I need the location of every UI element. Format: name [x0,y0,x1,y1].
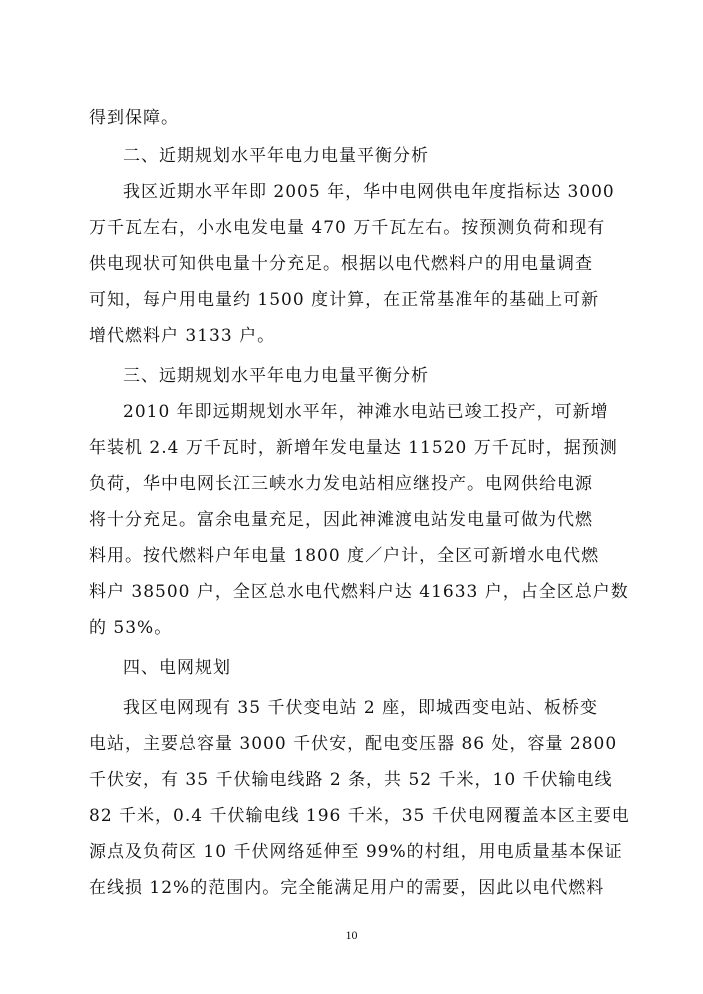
text-line: 在线损 12%的范围内。完全能满足用户的需要，因此以电代燃料 [89,878,605,898]
text-line: 万千瓦左右，小水电发电量 470 万千瓦左右。按预测负荷和现有 [89,218,606,238]
text-line: 电站，主要总容量 3000 千伏安，配电变压器 86 处，容量 2800 [89,734,618,754]
text-line: 年装机 2.4 万千瓦时，新增年发电量达 11520 万千瓦时，据预测 [89,438,618,458]
text-line: 增代燃料户 3133 户。 [89,326,276,346]
text-line: 供电现状可知供电量十分充足。根据以电代燃料户的用电量调查 [89,254,593,274]
section-heading-2: 二、近期规划水平年电力电量平衡分析 [123,146,429,166]
text-line: 料用。按代燃料户年电量 1800 度／户计，全区可新增水电代燃 [89,546,600,566]
text-line: 源点及负荷区 10 千伏网络延伸至 99%的村组，用电质量基本保证 [89,842,623,862]
section-heading-3: 三、远期规划水平年电力电量平衡分析 [123,366,429,386]
text-line: 负荷，华中电网长江三峡水力发电站相应继投产。电网供给电源 [89,474,593,494]
text-line: 千伏安，有 35 千伏输电线路 2 条，共 52 千米，10 千伏输电线 [89,770,613,790]
text-line: 得到保障。 [89,108,179,128]
text-line: 我区近期水平年即 2005 年，华中电网供电年度指标达 3000 [123,182,615,202]
page-number: 10 [345,928,358,942]
text-line: 将十分充足。富余电量充足，因此神滩渡电站发电量可做为代燃 [89,510,593,530]
text-line: 2010 年即远期规划水平年，神滩水电站已竣工投产，可新增 [123,402,609,422]
text-line: 我区电网现有 35 千伏变电站 2 座，即城西变电站、板桥变 [123,698,599,718]
text-line: 的 53%。 [89,618,173,638]
section-heading-4: 四、电网规划 [123,658,231,678]
text-line: 料户 38500 户，全区总水电代燃料户达 41633 户，占全区总户数 [89,582,629,602]
text-line: 可知，每户用电量约 1500 度计算，在正常基准年的基础上可新 [89,290,600,310]
text-line: 82 千米，0.4 千伏输电线 196 千米，35 千伏电网覆盖本区主要电 [89,806,630,826]
